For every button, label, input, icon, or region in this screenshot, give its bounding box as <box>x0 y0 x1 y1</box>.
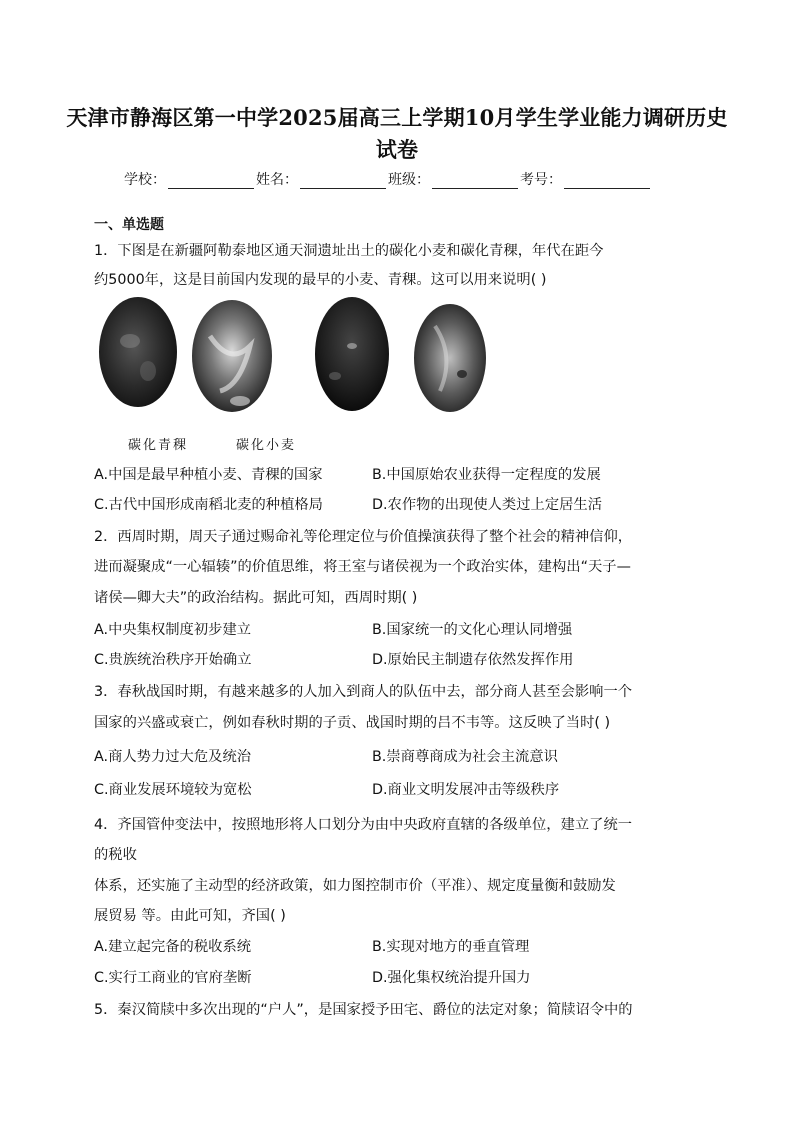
exam-title-line-2: 试卷 <box>375 137 419 162</box>
question-3-option-d[interactable]: D.商业文明发展冲击等级秩序 <box>372 782 560 798</box>
question-4-line-3: 体系，还实施了主动型的经济政策，如力图控制市价（平准）、规定度量衡和鼓励发 <box>94 878 616 894</box>
question-1-option-b[interactable]: B.中国原始农业获得一定程度的发展 <box>372 467 601 483</box>
question-3-line-1: 3．春秋战国时期，有越来越多的人加入到商人的队伍中去，部分商人甚至会影响一个 <box>94 684 633 700</box>
exam-title-line-1: 天津市静海区第一中学2025届高三上学期10月学生学业能力调研历史 <box>66 105 728 130</box>
question-4-option-c[interactable]: C.实行工商业的官府垄断 <box>94 970 252 986</box>
question-4-option-d[interactable]: D.强化集权统治提升国力 <box>372 970 531 986</box>
class-label: 班级： <box>388 172 430 188</box>
question-2-line-1: 2．西周时期，周天子通过赐命礼等伦理定位与价值操演获得了整个社会的精神信仰， <box>94 529 633 545</box>
exam-number-blank[interactable] <box>564 172 650 189</box>
question-4-option-b[interactable]: B.实现对地方的垂直管理 <box>372 939 530 955</box>
school-blank[interactable] <box>168 172 254 189</box>
question-3-option-b[interactable]: B.崇商尊商成为社会主流意识 <box>372 749 558 765</box>
grain-2 <box>192 300 272 412</box>
section-heading: 一、单选题 <box>94 217 164 233</box>
question-2-option-a[interactable]: A.中央集权制度初步建立 <box>94 622 252 638</box>
question-4-line-4: 展贸易 等。由此可知，齐国( ) <box>94 908 286 924</box>
carbonized-grain-photo <box>90 296 510 456</box>
question-1-option-a[interactable]: A.中国是最早种植小麦、青稞的国家 <box>94 467 323 483</box>
exam-number-label: 考号： <box>520 172 562 188</box>
question-4-line-2: 的税收 <box>94 847 137 863</box>
question-1-option-c[interactable]: C.古代中国形成南稻北麦的种植格局 <box>94 497 323 513</box>
caption-carbonized-barley: 碳化青稞 <box>128 438 189 453</box>
grain-1 <box>99 297 177 407</box>
question-4-option-a[interactable]: A.建立起完备的税收系统 <box>94 939 252 955</box>
caption-carbonized-wheat: 碳化小麦 <box>236 438 297 453</box>
question-4-line-1: 4．齐国管仲变法中，按照地形将人口划分为由中央政府直辖的各级单位，建立了统一 <box>94 817 633 833</box>
grain-4 <box>414 304 486 412</box>
question-2-line-2: 进而凝聚成“一心辐辏”的价值思维，将王室与诸侯视为一个政治实体，建构出“天子— <box>94 559 631 575</box>
question-2-line-3: 诸侯—卿大夫”的政治结构。据此可知，西周时期( ) <box>94 590 418 606</box>
question-3-line-2: 国家的兴盛或衰亡，例如春秋时期的子贡、战国时期的吕不韦等。这反映了当时( ) <box>94 715 611 731</box>
question-1-line-1: 1．下图是在新疆阿勒泰地区通天洞遗址出土的碳化小麦和碳化青稞，年代在距今 <box>94 243 604 259</box>
question-2-option-d[interactable]: D.原始民主制遗存依然发挥作用 <box>372 652 574 668</box>
grain-3 <box>315 297 389 411</box>
question-2-option-b[interactable]: B.国家统一的文化心理认同增强 <box>372 622 573 638</box>
name-blank[interactable] <box>300 172 386 189</box>
class-blank[interactable] <box>432 172 518 189</box>
question-1-line-2: 约5000年，这是目前国内发现的最早的小麦、青稞。这可以用来说明( ) <box>94 272 547 288</box>
school-label: 学校： <box>124 172 166 188</box>
question-1-option-d[interactable]: D.农作物的出现使人类过上定居生活 <box>372 497 603 513</box>
question-3-option-c[interactable]: C.商业发展环境较为宽松 <box>94 782 252 798</box>
question-3-option-a[interactable]: A.商人势力过大危及统治 <box>94 749 252 765</box>
question-5-line-1: 5．秦汉简牍中多次出现的“户人”，是国家授予田宅、爵位的法定对象；简牍诏令中的 <box>94 1002 633 1018</box>
student-info-row <box>124 171 684 189</box>
question-2-option-c[interactable]: C.贵族统治秩序开始确立 <box>94 652 252 668</box>
name-label: 姓名： <box>256 172 298 188</box>
